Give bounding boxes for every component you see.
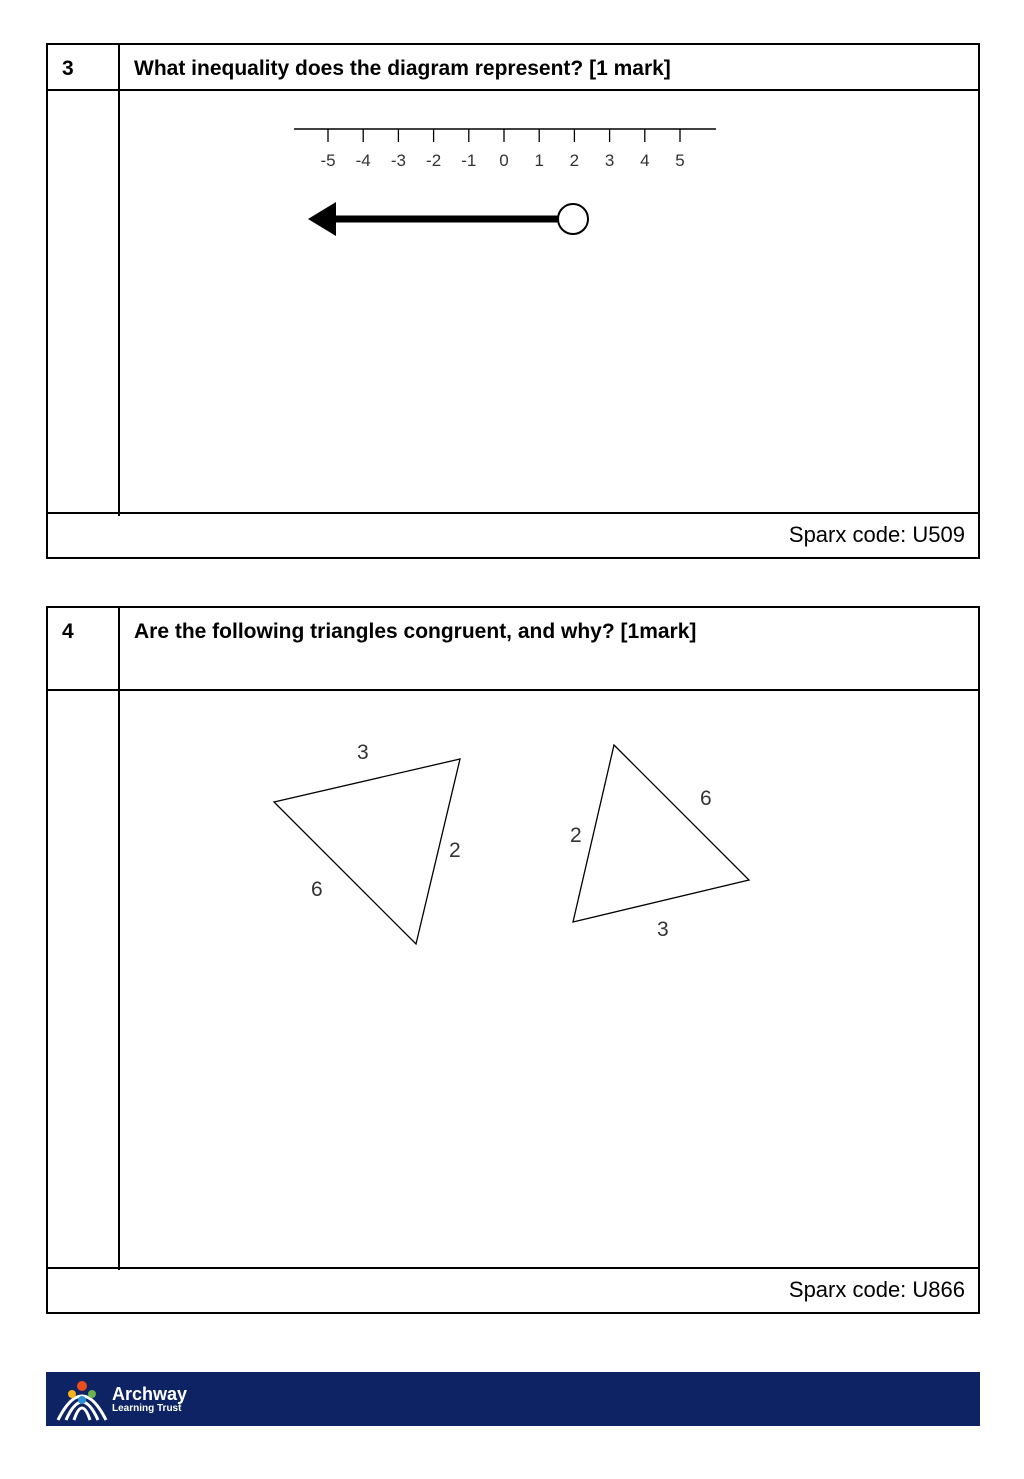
- question-number: 3: [62, 57, 74, 80]
- sparx-code: Sparx code: U866: [788, 1277, 965, 1302]
- archway-logo-icon: [52, 1374, 112, 1424]
- triangle-right-side-bottom: 3: [657, 918, 669, 941]
- number-line-tick-label: -1: [461, 151, 477, 170]
- question-4-footer: [48, 1267, 978, 1312]
- question-number: 4: [62, 620, 74, 643]
- question-text: Are the following triangles congruent, and why? [1mark]: [134, 620, 697, 643]
- number-line-tick-label: 5: [675, 151, 685, 170]
- number-line-tick-label: 3: [604, 151, 615, 170]
- open-circle: [558, 204, 588, 234]
- column-divider: [118, 608, 120, 1270]
- question-text: What inequality does the diagram represent? [1 mark]: [134, 57, 671, 80]
- number-line-tick-label: 4: [640, 151, 650, 170]
- triangle-right-side-right: 6: [700, 787, 712, 810]
- inequality-arrow-head: [308, 202, 336, 236]
- question-3-footer: [48, 512, 978, 557]
- number-line-tick-label: -5: [320, 151, 336, 170]
- question-4-header: [48, 608, 978, 691]
- archway-banner: [46, 1372, 980, 1426]
- number-line-tick-label: 1: [534, 151, 544, 170]
- question-4-box: [46, 606, 980, 1314]
- number-line-tick-label: 0: [499, 151, 509, 170]
- logo-subtitle: Learning Trust: [112, 1403, 182, 1414]
- triangle-left-side-left: 6: [311, 878, 323, 901]
- triangle-left-side-right: 2: [449, 839, 461, 862]
- triangle-right-side-left: 2: [570, 824, 582, 847]
- logo-title: Archway: [112, 1384, 188, 1404]
- number-line-tick-label: -3: [390, 151, 406, 170]
- triangle-left-side-top: 3: [357, 741, 369, 764]
- number-line-diagram: [0, 0, 1024, 300]
- number-line-tick-label: 2: [569, 151, 580, 170]
- number-line-tick-label: -4: [355, 151, 371, 170]
- sparx-code: Sparx code: U509: [788, 522, 965, 547]
- number-line-tick-label: -2: [426, 151, 442, 170]
